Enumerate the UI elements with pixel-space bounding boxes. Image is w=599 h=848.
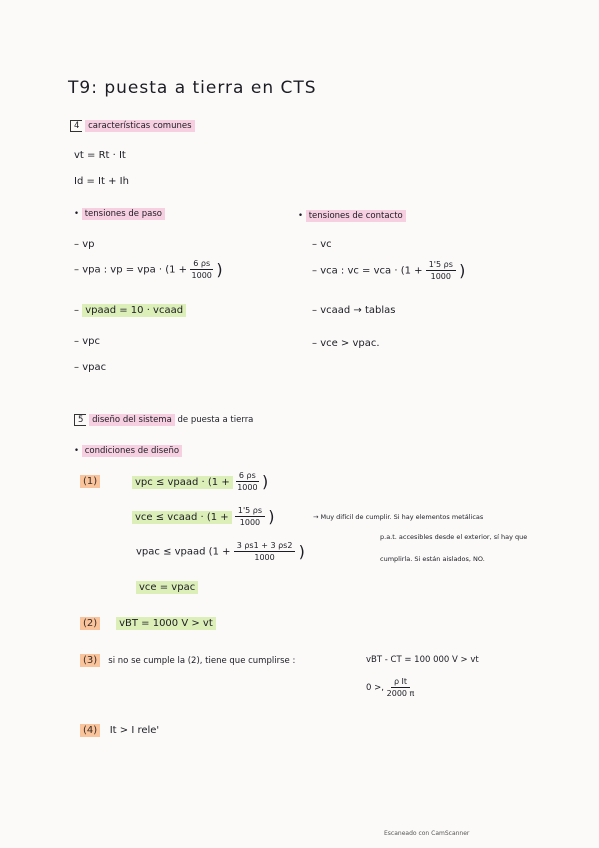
eq-b-fraction xyxy=(235,505,265,528)
cond2-tag: (2) xyxy=(80,617,100,630)
cond3-den: 2000 π xyxy=(386,689,415,698)
contacto-l2-text: vca : vc = vca · (1 + xyxy=(320,265,423,277)
eq-b-den: 1000 xyxy=(239,518,261,527)
cond2-eq: vBT = 1000 V > vt xyxy=(116,617,216,630)
eq-b-close: ) xyxy=(268,507,275,526)
contacto-frac-den: 1000 xyxy=(430,272,451,281)
eq-a-fraction xyxy=(236,470,259,493)
section-5-header xyxy=(74,415,253,425)
cond1-eq-c xyxy=(136,540,305,563)
eq-c-den: 1000 xyxy=(254,553,275,562)
contacto-close-paren: ) xyxy=(459,261,466,280)
eq-a-lhs: vpc ≤ vpaad · (1 + xyxy=(132,476,233,489)
cond3-row xyxy=(80,655,295,666)
paso-fraction xyxy=(190,258,213,281)
cond1-tag-text: (1) xyxy=(80,475,100,488)
eq-a-den: 1000 xyxy=(237,483,258,492)
section-number: 4 xyxy=(70,120,82,132)
paso-heading: tensiones de paso xyxy=(82,208,165,220)
cond2-row xyxy=(80,618,216,629)
paso-line-5: – vpac xyxy=(74,362,107,373)
cond1-tag xyxy=(80,476,100,487)
cond1-eq-b xyxy=(132,505,274,528)
condiciones-heading: condiciones de diseño xyxy=(82,445,182,457)
section-number: 5 xyxy=(74,414,86,426)
cond4-eq: It > I rele' xyxy=(109,725,160,736)
eq-c-num: 3 ρs1 + 3 ρs2 xyxy=(234,540,296,552)
section-heading: características comunes xyxy=(85,120,194,132)
paso-l4-text: vpc xyxy=(82,336,100,347)
cond3-eq: vBT - CT = 100 000 V > vt xyxy=(366,655,479,665)
paso-l1-text: vp xyxy=(82,239,95,250)
cond4-tag: (4) xyxy=(80,724,100,737)
cond3-eq2 xyxy=(366,676,414,699)
section-4-header xyxy=(70,121,195,131)
contacto-heading: tensiones de contacto xyxy=(306,210,406,222)
contacto-line-1: – vc xyxy=(312,239,332,250)
eq-c-close: ) xyxy=(298,542,305,561)
cond3-text: si no se cumple la (2), tiene que cumplirse : xyxy=(108,656,296,666)
contacto-fraction xyxy=(426,259,456,282)
paso-l5-text: vpac xyxy=(82,362,107,373)
section-heading: diseño del sistema xyxy=(89,414,175,426)
eq-b-note-3: cumplirla. Si están aislados, NO. xyxy=(380,555,485,563)
equation-vt: vt = Rt · It xyxy=(74,150,126,161)
contacto-frac-num: 1'5 ρs xyxy=(426,259,456,271)
paso-line-4: – vpc xyxy=(74,336,100,347)
contacto-l4-text: vce > vpac. xyxy=(320,338,380,349)
contacto-l3-text: vcaad → tablas xyxy=(320,305,396,316)
eq-b-note-1: → Muy difícil de cumplir. Si hay elementos metálicas xyxy=(313,513,484,521)
eq-b-note-2: p.a.t. accesibles desde el exterior, sí hay que xyxy=(380,533,528,541)
paso-line-2: – vpa : vp = vpa · (1 + $\frac{6 \rho s}{1000}$ ) xyxy=(74,259,223,280)
cond3-num: ρ It xyxy=(391,676,410,688)
cond1-eq-d xyxy=(136,582,198,593)
paso-l2-text: vpa : vp = vpa · (1 + xyxy=(82,264,188,276)
paso-line-3: – vpaad = 10 · vcaad xyxy=(74,305,186,316)
paso-frac-den: 1000 xyxy=(191,271,212,280)
contacto-l1-text: vc xyxy=(320,239,332,250)
condiciones-row: • condiciones de diseño xyxy=(74,446,182,456)
eq-c-fraction xyxy=(234,540,296,563)
contacto-line-3: – vcaad → tablas xyxy=(312,305,396,316)
cond3-tag: (3) xyxy=(80,654,100,667)
section-heading-rest: de puesta a tierra xyxy=(177,415,254,425)
paso-line-1: – vp xyxy=(74,239,95,250)
eq-d-text: vce = vpac xyxy=(136,581,198,594)
cond3-fraction xyxy=(387,676,415,699)
cond3-eq2-lhs: 0 >, xyxy=(366,683,384,693)
eq-b-lhs: vce ≤ vcaad · (1 + xyxy=(132,511,232,524)
paso-frac-num: 6 ρs xyxy=(190,258,213,270)
eq-a-close: ) xyxy=(262,472,269,491)
paso-heading-row: • tensiones de paso xyxy=(74,209,165,219)
eq-a-num: 6 ρs xyxy=(236,470,259,482)
cond4-row xyxy=(80,725,159,736)
eq-b-num: 1'5 ρs xyxy=(235,505,265,517)
contacto-line-2: – vca : vc = vca · (1 + $\frac{1'5 \rho s}{1000}$ ) xyxy=(312,260,466,281)
equation-id: Id = It + Ih xyxy=(74,176,129,187)
footer-watermark: Escaneado con CamScanner xyxy=(384,830,470,837)
eq-c-lhs: vpac ≤ vpaad (1 + xyxy=(136,546,231,558)
paso-close-paren: ) xyxy=(216,260,223,279)
cond1-eq-a xyxy=(132,470,268,493)
page-title: T9: puesta a tierra en CTS xyxy=(68,78,317,98)
paso-l3-text: vpaad = 10 · vcaad xyxy=(82,304,186,317)
contacto-heading-row: • tensiones de contacto xyxy=(298,211,406,221)
contacto-line-4: – vce > vpac. xyxy=(312,338,380,349)
